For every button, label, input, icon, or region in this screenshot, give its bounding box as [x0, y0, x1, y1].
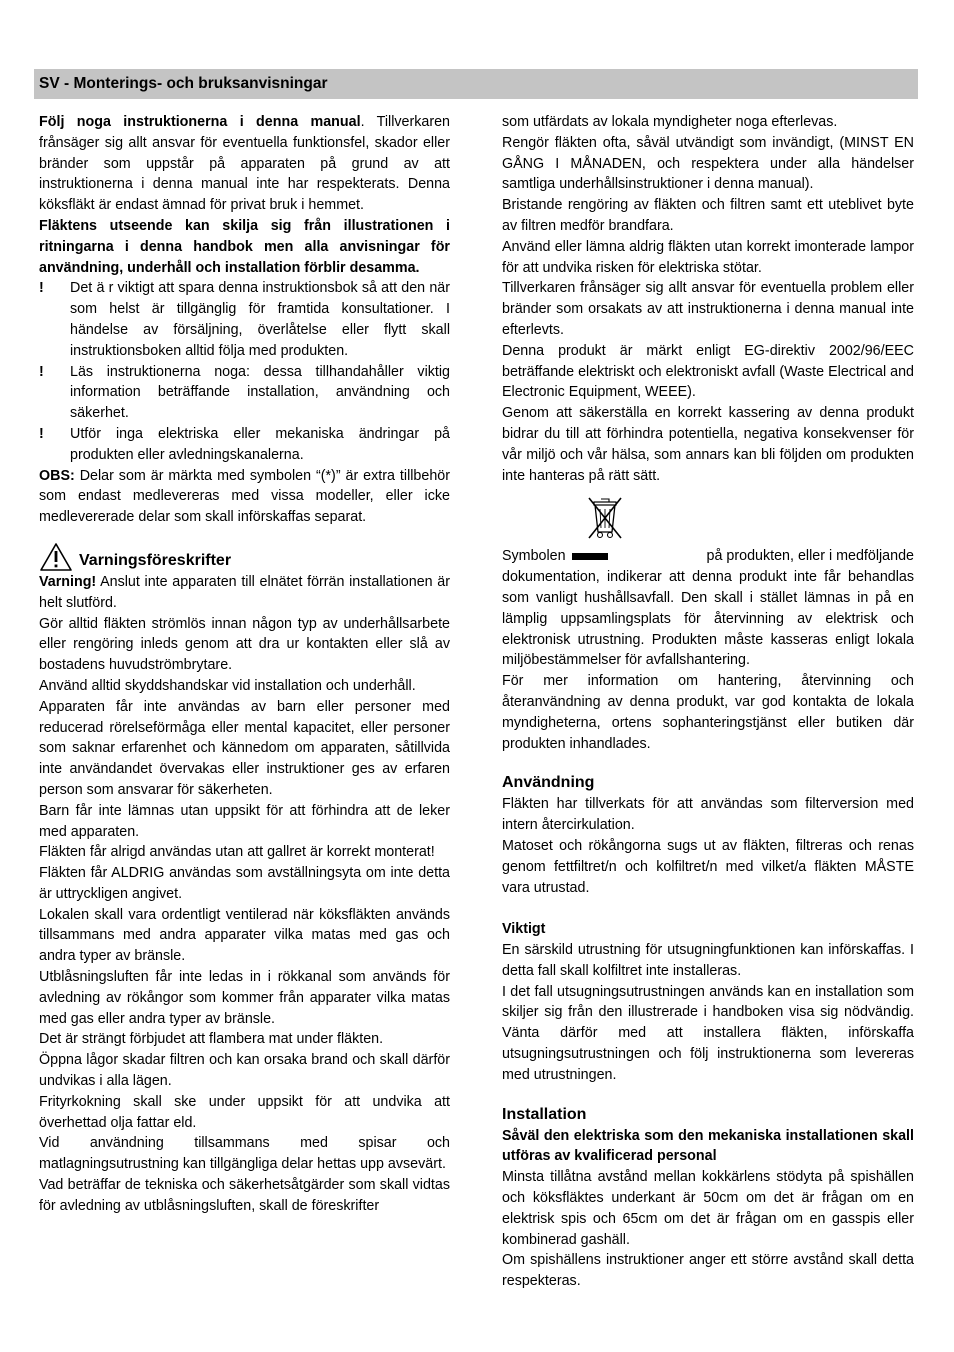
warnings-heading-row	[39, 542, 450, 572]
safety-paragraph: som utfärdats av lokala myndigheter noga efterlevas.	[502, 114, 838, 130]
safety-paragraph: Gör alltid fläkten strömlös innan någon typ av underhållsarbete eller rengöring inleds genom att dra ur kontakten eller slå av bostadens huvudströmbrytare.	[39, 615, 450, 674]
weee-paragraph: Denna produkt är märkt enligt EG-direktiv 2002/96/EEC beträffande elektriskt och elektroniskt avfall (Waste Electrical and Electronic Equipment, WEEE).	[502, 342, 914, 401]
bullet-item	[39, 362, 450, 424]
safety-paragraph: Det är strängt förbjudet att flambera mat under fläkten.	[39, 1031, 384, 1048]
important-paragraph: En särskild utrustning för utsugningfunktionen kan införskaffas. I detta fall skall kolfiltret inte installeras.	[502, 942, 914, 979]
safety-paragraph: Vad beträffar de tekniska och säkerhetsåtgärder som skall vidtas för avledning av utblåsningsluften, skall de föreskrifter	[39, 1177, 450, 1214]
safety-paragraph: Fläkten får ALDRIG användas som avställningsyta om inte detta är uttryckligen angivet.	[39, 865, 450, 902]
usage-paragraph: Matoset och rökångorna sugs ut av fläkten, filtreras och renas genom fettfiltret/n och kolfiltret/n med vilket/a fläkten MÅSTE vara utrustad.	[502, 837, 914, 896]
intro-rest: . Tillverkaren frånsäger sig allt ansvar för eventuella funktionsfel, skador eller bränder som uppstår på apparaten på grund av att instruktionerna i denna manual inte har respekterats. Denna köksfläkt är endast ämnad för privat bruk i hemmet.	[39, 114, 450, 214]
weee-paragraph: Genom att säkerställa en korrekt kassering av denna produkt bidrar du till att förhindra potentiella, negativa konsekvenser för vår miljö och vår hälsa, som annars kan bli följden om produkten inte hanteras på rätt sätt.	[502, 405, 914, 484]
safety-paragraph: Öppna lågor skadar filtren och kan orsaka brand och skall därför undvikas i alla lägen.	[39, 1052, 450, 1090]
safety-paragraph: Använd alltid skyddshandskar vid installation och underhåll.	[39, 677, 416, 694]
bullet-mark: !	[39, 363, 44, 380]
symbol-paragraph: dokumentation, indikerar att denna produkt inte får behandlas som vanligt hushållsavfall. Den skall i stället lämnas in på en lämplig uppsamlingsplats för återvinning av elektrisk och elektronisk utrustning. Produkten måste kasseras enligt lokala miljöbestämmelser för avfallshantering.	[502, 569, 914, 669]
bullet-text: Utför inga elektriska eller mekaniska ändringar på produkten eller avledningskanalerna.	[70, 425, 450, 463]
safety-paragraph: Rengör fläkten ofta, såväl utvändigt som invändigt, (MINST EN GÅNG I MÅNADEN, och respektera under alla händelser samtliga underhållsinstruktioner i denna manual).	[502, 134, 914, 193]
symbol-line	[502, 546, 914, 567]
warnings-heading: Varningsföreskrifter	[79, 551, 232, 569]
weee-bar-icon	[572, 553, 608, 560]
intro-bold: Följ noga instruktionerna i denna manual	[39, 114, 361, 130]
warning-triangle-icon	[39, 542, 73, 572]
bullet-item	[39, 278, 450, 361]
intro-paragraph	[39, 112, 450, 216]
bullet-mark: !	[39, 280, 44, 297]
safety-paragraph: Använd eller lämna aldrig fläkten utan korrekt imonterade lampor för att undvika risken för elektriska stötar.	[502, 238, 914, 276]
warning-paragraph	[39, 572, 450, 614]
safety-paragraph: Tillverkaren frånsäger sig allt ansvar för eventuella problem eller bränder som orsakats av att instruktionerna i denna manual inte efterlevts.	[502, 280, 914, 338]
warning-label: Varning!	[39, 573, 97, 590]
safety-paragraph: Bristande rengöring av fläkten och filtren samt ett uteblivet byte av filtren medför brandfara.	[502, 197, 914, 234]
safety-paragraph: Frityrkokning skall ske under uppsikt för att undvika att överhettad olja fattar eld.	[39, 1093, 450, 1131]
safety-paragraph: Barn får inte lämnas utan uppsikt för att förhindra att de leker med apparaten.	[39, 802, 450, 840]
symbol-word: Symbolen	[502, 546, 614, 567]
usage-paragraph: Fläkten har tillverkats för att användas som filterversion med intern återcirkulation.	[502, 796, 914, 834]
safety-paragraph: Fläkten får alrigd användas utan att gallret är korrekt monterat!	[39, 844, 435, 861]
installation-paragraph: Minsta tillåtna avstånd mellan kokkärlens stödyta på spishällen och köksfläktes underkant är 50cm om det är frågan om en elektrisk spis och 65cm om det är frågan om en gasspis eller kombinerad gashäll.	[502, 1169, 914, 1248]
symbol-after: på produkten, eller i medföljande	[706, 548, 914, 565]
obs-paragraph	[39, 466, 450, 528]
bullet-mark: !	[39, 425, 44, 442]
important-paragraph: I det fall utsugningsutrustningen används kan en installation som skiljer sig från den illustrerade i handboken visa sig nödvändig. Vänta därför med att installera fläkten, införskaffa utsugningsutrustningen och följ instruktionerna som levereras med utrustningen.	[502, 983, 914, 1083]
obs-label: OBS:	[39, 467, 75, 484]
right-column	[502, 112, 914, 1292]
bullet-text: Det ä r viktigt att spara denna instruktionsbok så att den när som helst är tillgänglig för framtida konsultationer. I händelse av försäljning, överlåtelse eller flytt skall instruktionsboken alltid följa med produkten.	[70, 280, 450, 359]
installation-bold: Såväl den elektriska som den mekaniska installationen skall utföras av kvalificerad personal	[502, 1127, 914, 1165]
installation-heading: Installation	[502, 1105, 587, 1123]
important-heading: Viktigt	[502, 921, 546, 938]
weee-symbol-block	[502, 494, 914, 546]
safety-paragraph: Apparaten får inte användas av barn eller personer med reducerad rörelseförmåga eller mental kapacitet, eller personer som saknar erfarenhet och kännedom om apparaten, såtillvida inte användandet övervakas eller instruktioner ges av erfaren person som ansvarar för säkerheten.	[39, 698, 450, 798]
usage-heading: Användning	[502, 774, 595, 792]
left-column	[39, 112, 450, 1217]
section-title: SV - Monterings- och bruksanvisningar	[39, 75, 328, 92]
safety-paragraph: Utblåsningsluften får inte ledas in i rökkanal som används för avledning av rökångor som kommer från apparater vilka matas med gas eller andra typer av bränsle.	[39, 969, 450, 1027]
more-info-paragraph: För mer information om hantering, återvinning och återanvändning av denna produkt, var god kontakta de lokala myndigheterna, ortens sophanteringstjänst eller butiken där produkten inhandlades.	[502, 673, 914, 752]
safety-paragraph: Lokalen skall vara ordentligt ventilerad när köksfläkten används tillsammans med andra apparater vilka matas med gas och andra typer av bränsle.	[39, 906, 450, 965]
crossed-out-wheelie-bin-icon	[584, 494, 626, 540]
section-header-bar	[34, 69, 918, 99]
installation-paragraph: Om spishällens instruktioner anger ett större avstånd skall detta respekteras.	[502, 1252, 914, 1290]
bullet-text: Läs instruktionerna noga: dessa tillhandahåller viktig information beträffande installation, användning och säkerhet.	[70, 363, 450, 422]
safety-paragraph: Vid användning tillsammans med spisar och matlagningsutrustning kan tillgängliga delar hettas upp avsevärt.	[39, 1135, 450, 1173]
bullet-item	[39, 424, 450, 466]
obs-text: Delar som är märkta med symbolen “(*)” är extra tillbehör som endast medlevereras med vissa modeller, eller icke medlevererade delar som skall införskaffas separat.	[39, 467, 450, 526]
warning-text: Anslut inte apparaten till elnätet förrän installationen är helt slutförd.	[39, 573, 450, 611]
appearance-note: Fläktens utseende kan skilja sig från illustrationen i ritningarna i denna handbok men alla anvisningar för användning, underhåll och installation förblir desamma.	[39, 217, 450, 276]
